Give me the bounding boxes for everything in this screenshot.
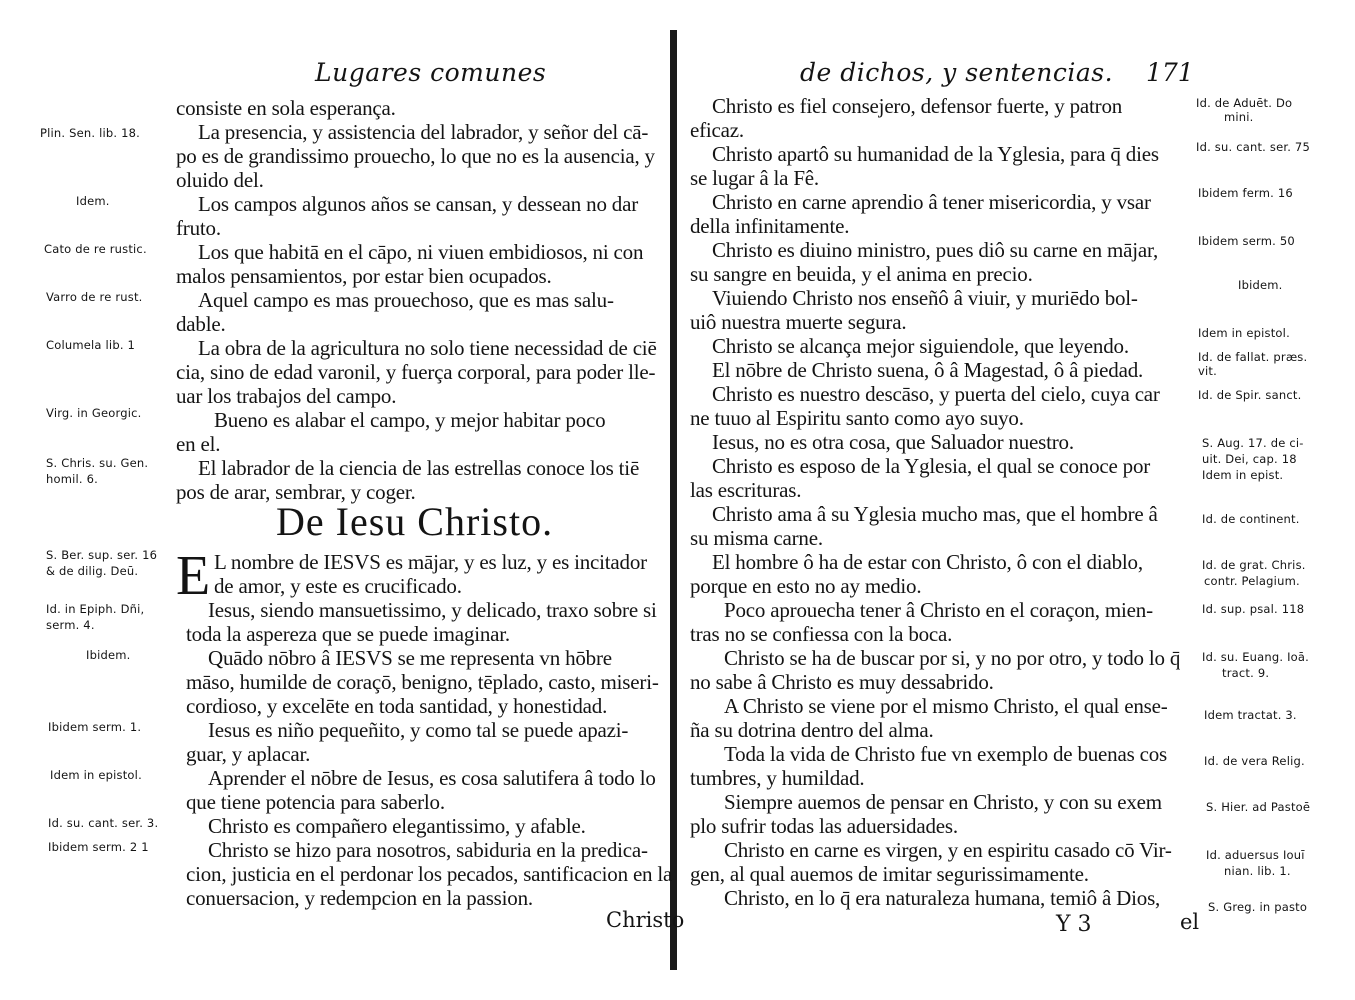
text-line: Iesus, no es otra cosa, que Saluador nuestro. — [712, 430, 1074, 454]
text-line: gen, al qual auemos de imitar segurissimamente. — [690, 862, 1089, 886]
text-line: cia, sino de edad varonil, y fuerça corporal, para poder lle- — [176, 360, 656, 384]
marginal-note: Idem in epistol. — [50, 768, 142, 782]
marginal-note: Ibidem. — [1238, 278, 1283, 292]
marginal-note: uit. Dei, cap. 18 — [1202, 452, 1297, 466]
text-line: se lugar â la Fê. — [690, 166, 819, 190]
text-line: porque en esto no ay medio. — [690, 574, 922, 598]
text-line: Poco aprouecha tener â Christo en el coraçon, mien- — [724, 598, 1153, 622]
text-line: Los que habitā en el cāpo, ni viuen embidiosos, ni con — [198, 240, 644, 264]
text-line: las escrituras. — [690, 478, 802, 502]
text-line: della infinitamente. — [690, 214, 850, 238]
text-line: que tiene potencia para saberlo. — [186, 790, 445, 814]
marginal-note: Id. in Epiph. Dñi, — [46, 602, 145, 616]
text-line: conuersacion, y redempcion en la passion. — [186, 886, 533, 910]
text-line: su sangre en beuida, y el anima en precio. — [690, 262, 1033, 286]
marginal-note: mini. — [1224, 110, 1254, 124]
marginal-note: Varro de re rust. — [46, 290, 143, 304]
text-line: El labrador de la ciencia de las estrellas conoce los tiē — [198, 456, 640, 480]
text-line: en el. — [176, 432, 221, 456]
text-line: Iesus es niño pequeñito, y como tal se puede apazi- — [208, 718, 629, 742]
marginal-note: Id. de vera Relig. — [1204, 754, 1305, 768]
marginal-note: vit. — [1198, 364, 1217, 378]
catchword: Christo — [606, 908, 685, 932]
text-line: cordioso, y excelēte en toda santidad, y honestidad. — [186, 694, 608, 718]
text-line: Christo se alcança mejor siguiendole, que leyendo. — [712, 334, 1129, 358]
marginal-note: Cato de re rustic. — [44, 242, 147, 256]
marginal-note: Id. su. cant. ser. 75 — [1196, 140, 1310, 154]
marginal-note: Ibidem. — [86, 648, 131, 662]
marginal-note: Id. aduersus Iouī — [1206, 848, 1305, 862]
text-line: consiste en sola esperança. — [176, 96, 396, 120]
text-line: Christo es diuino ministro, pues diô su carne en mājar, — [712, 238, 1158, 262]
marginal-note: Idem in epistol. — [1198, 326, 1290, 340]
marginal-note: Ibidem serm. 50 — [1198, 234, 1295, 248]
section-heading: De Iesu Christo. — [276, 499, 554, 544]
folio-number: 171 — [1146, 58, 1194, 87]
text-line: Bueno es alabar el campo, y mejor habitar poco — [214, 408, 606, 432]
text-line: El nōbre de Christo suena, ô â Magestad, ô â piedad. — [712, 358, 1144, 382]
marginal-note: S. Hier. ad Pastoē — [1206, 800, 1311, 814]
marginal-note: S. Chris. su. Gen. — [46, 456, 149, 470]
text-line: Toda la vida de Christo fue vn exemplo de buenas cos — [724, 742, 1168, 766]
marginal-note: Id. su. Euang. Ioā. — [1202, 650, 1310, 664]
drop-cap: E — [176, 545, 211, 607]
text-line: fruto. — [176, 216, 221, 240]
right-page — [684, 0, 1355, 1000]
text-line: eficaz. — [690, 118, 744, 142]
text-line: Christo se hizo para nosotros, sabiduria en la predica- — [208, 838, 648, 862]
marginal-note: Idem in epist. — [1202, 468, 1284, 482]
marginal-note: Virg. in Georgic. — [46, 406, 142, 420]
text-line: pos de arar, sembrar, y coger. — [176, 480, 416, 504]
text-line: Quādo nōbro â IESVS se me representa vn hōbre — [208, 646, 612, 670]
text-line: Viuiendo Christo nos enseñô â viuir, y muriēdo bol- — [712, 286, 1138, 310]
text-line: dable. — [176, 312, 226, 336]
text-line: Christo en carne aprendio â tener misericordia, y vsar — [712, 190, 1151, 214]
text-line: Los campos algunos años se cansan, y dessean no dar — [198, 192, 639, 216]
marginal-note: Id. su. cant. ser. 3. — [48, 816, 159, 830]
text-line: uiô nuestra muerte segura. — [690, 310, 907, 334]
marginal-note: Idem tractat. 3. — [1204, 708, 1297, 722]
text-line: de amor, y este es crucificado. — [214, 574, 462, 598]
text-line: malos pensamientos, por estar bien ocupados. — [176, 264, 552, 288]
text-line: cion, justicia en el perdonar los pecados, santificacion en la — [186, 862, 673, 886]
marginal-note: contr. Pelagium. — [1204, 574, 1300, 588]
text-line: ña su dotrina dentro del alma. — [690, 718, 934, 742]
catchword: el — [1180, 910, 1200, 934]
text-line: L nombre de IESVS es mājar, y es luz, y es incitador — [214, 550, 647, 574]
text-line: Christo es esposo de la Yglesia, el qual se conoce por — [712, 454, 1151, 478]
left-running-head: Lugares comunes — [315, 58, 547, 87]
marginal-note: Id. de continent. — [1202, 512, 1300, 526]
marginal-note: Ibidem ferm. 16 — [1198, 186, 1293, 200]
marginal-note: nian. lib. 1. — [1224, 864, 1291, 878]
text-line: Iesus, siendo mansuetissimo, y delicado, traxo sobre si — [208, 598, 657, 622]
marginal-note: Idem. — [76, 194, 110, 208]
text-line: toda la aspereza que se puede imaginar. — [186, 622, 510, 646]
marginal-note: S. Aug. 17. de ci- — [1202, 436, 1304, 450]
text-line: Christo es nuestro descāso, y puerta del cielo, cuya car — [712, 382, 1160, 406]
text-line: Christo ama â su Yglesia mucho mas, que el hombre â — [712, 502, 1158, 526]
text-line: no sabe â Christo es muy dessabrido. — [690, 670, 994, 694]
marginal-note: S. Ber. sup. ser. 16 — [46, 548, 158, 562]
marginal-note: Id. de fallat. præs. — [1198, 350, 1308, 364]
marginal-note: S. Greg. in pasto — [1208, 900, 1308, 914]
text-line: uar los trabajos del campo. — [176, 384, 397, 408]
text-line: Christo apartô su humanidad de la Yglesia, para q̄ dies — [712, 142, 1159, 166]
marginal-note: Ibidem serm. 2 1 — [48, 840, 149, 854]
text-line: oluido del. — [176, 168, 264, 192]
text-line: La presencia, y assistencia del labrador, y señor del cā- — [198, 120, 649, 144]
marginal-note: Id. de Spir. sanct. — [1198, 388, 1302, 402]
text-line: Christo se ha de buscar por si, y no por otro, y todo lo q̄ — [724, 646, 1181, 670]
text-line: El hombre ô ha de estar con Christo, ô con el diablo, — [712, 550, 1143, 574]
right-running-head: de dichos, y sentencias. — [800, 58, 1114, 87]
signature-mark: Y 3 — [1056, 912, 1092, 937]
marginal-note: tract. 9. — [1222, 666, 1270, 680]
text-line: su misma carne. — [690, 526, 823, 550]
text-line: tumbres, y humildad. — [690, 766, 865, 790]
marginal-note: Id. de Aduēt. Do — [1196, 96, 1293, 110]
text-line: Siempre auemos de pensar en Christo, y con su exem — [724, 790, 1162, 814]
text-line: tras no se confiessa con la boca. — [690, 622, 953, 646]
text-line: plo sufrir todas las aduersidades. — [690, 814, 958, 838]
text-line: Christo es compañero elegantissimo, y afable. — [208, 814, 586, 838]
text-line: ne tuuo al Espiritu santo como ayo suyo. — [690, 406, 1024, 430]
marginal-note: Id. de grat. Chris. — [1202, 558, 1306, 572]
text-line: Aprender el nōbre de Iesus, es cosa salutifera â todo lo — [208, 766, 656, 790]
text-line: Christo, en lo q̄ era naturaleza humana, temiô â Dios, — [724, 886, 1161, 910]
text-line: La obra de la agricultura no solo tiene necessidad de ciē — [198, 336, 657, 360]
text-line: Aquel campo es mas prouechoso, que es mas salu- — [198, 288, 614, 312]
marginal-note: homil. 6. — [46, 472, 99, 486]
marginal-note: Ibidem serm. 1. — [48, 720, 142, 734]
marginal-note: Id. sup. psal. 118 — [1202, 602, 1305, 616]
text-line: māso, humilde de coraçō, benigno, tēplado, casto, miseri- — [186, 670, 659, 694]
marginal-note: Plin. Sen. lib. 18. — [40, 126, 140, 140]
text-line: Christo es fiel consejero, defensor fuerte, y patron — [712, 94, 1123, 118]
marginal-note: Columela lib. 1 — [46, 338, 136, 352]
text-line: guar, y aplacar. — [186, 742, 311, 766]
marginal-note: serm. 4. — [46, 618, 95, 632]
text-line: po es de grandissimo prouecho, lo que no es la ausencia, y — [176, 144, 655, 168]
text-line: A Christo se viene por el mismo Christo, el qual ense- — [724, 694, 1168, 718]
text-line: Christo en carne es virgen, y en espiritu casado cō Vir- — [724, 838, 1172, 862]
marginal-note: & de dilig. Deū. — [46, 564, 139, 578]
